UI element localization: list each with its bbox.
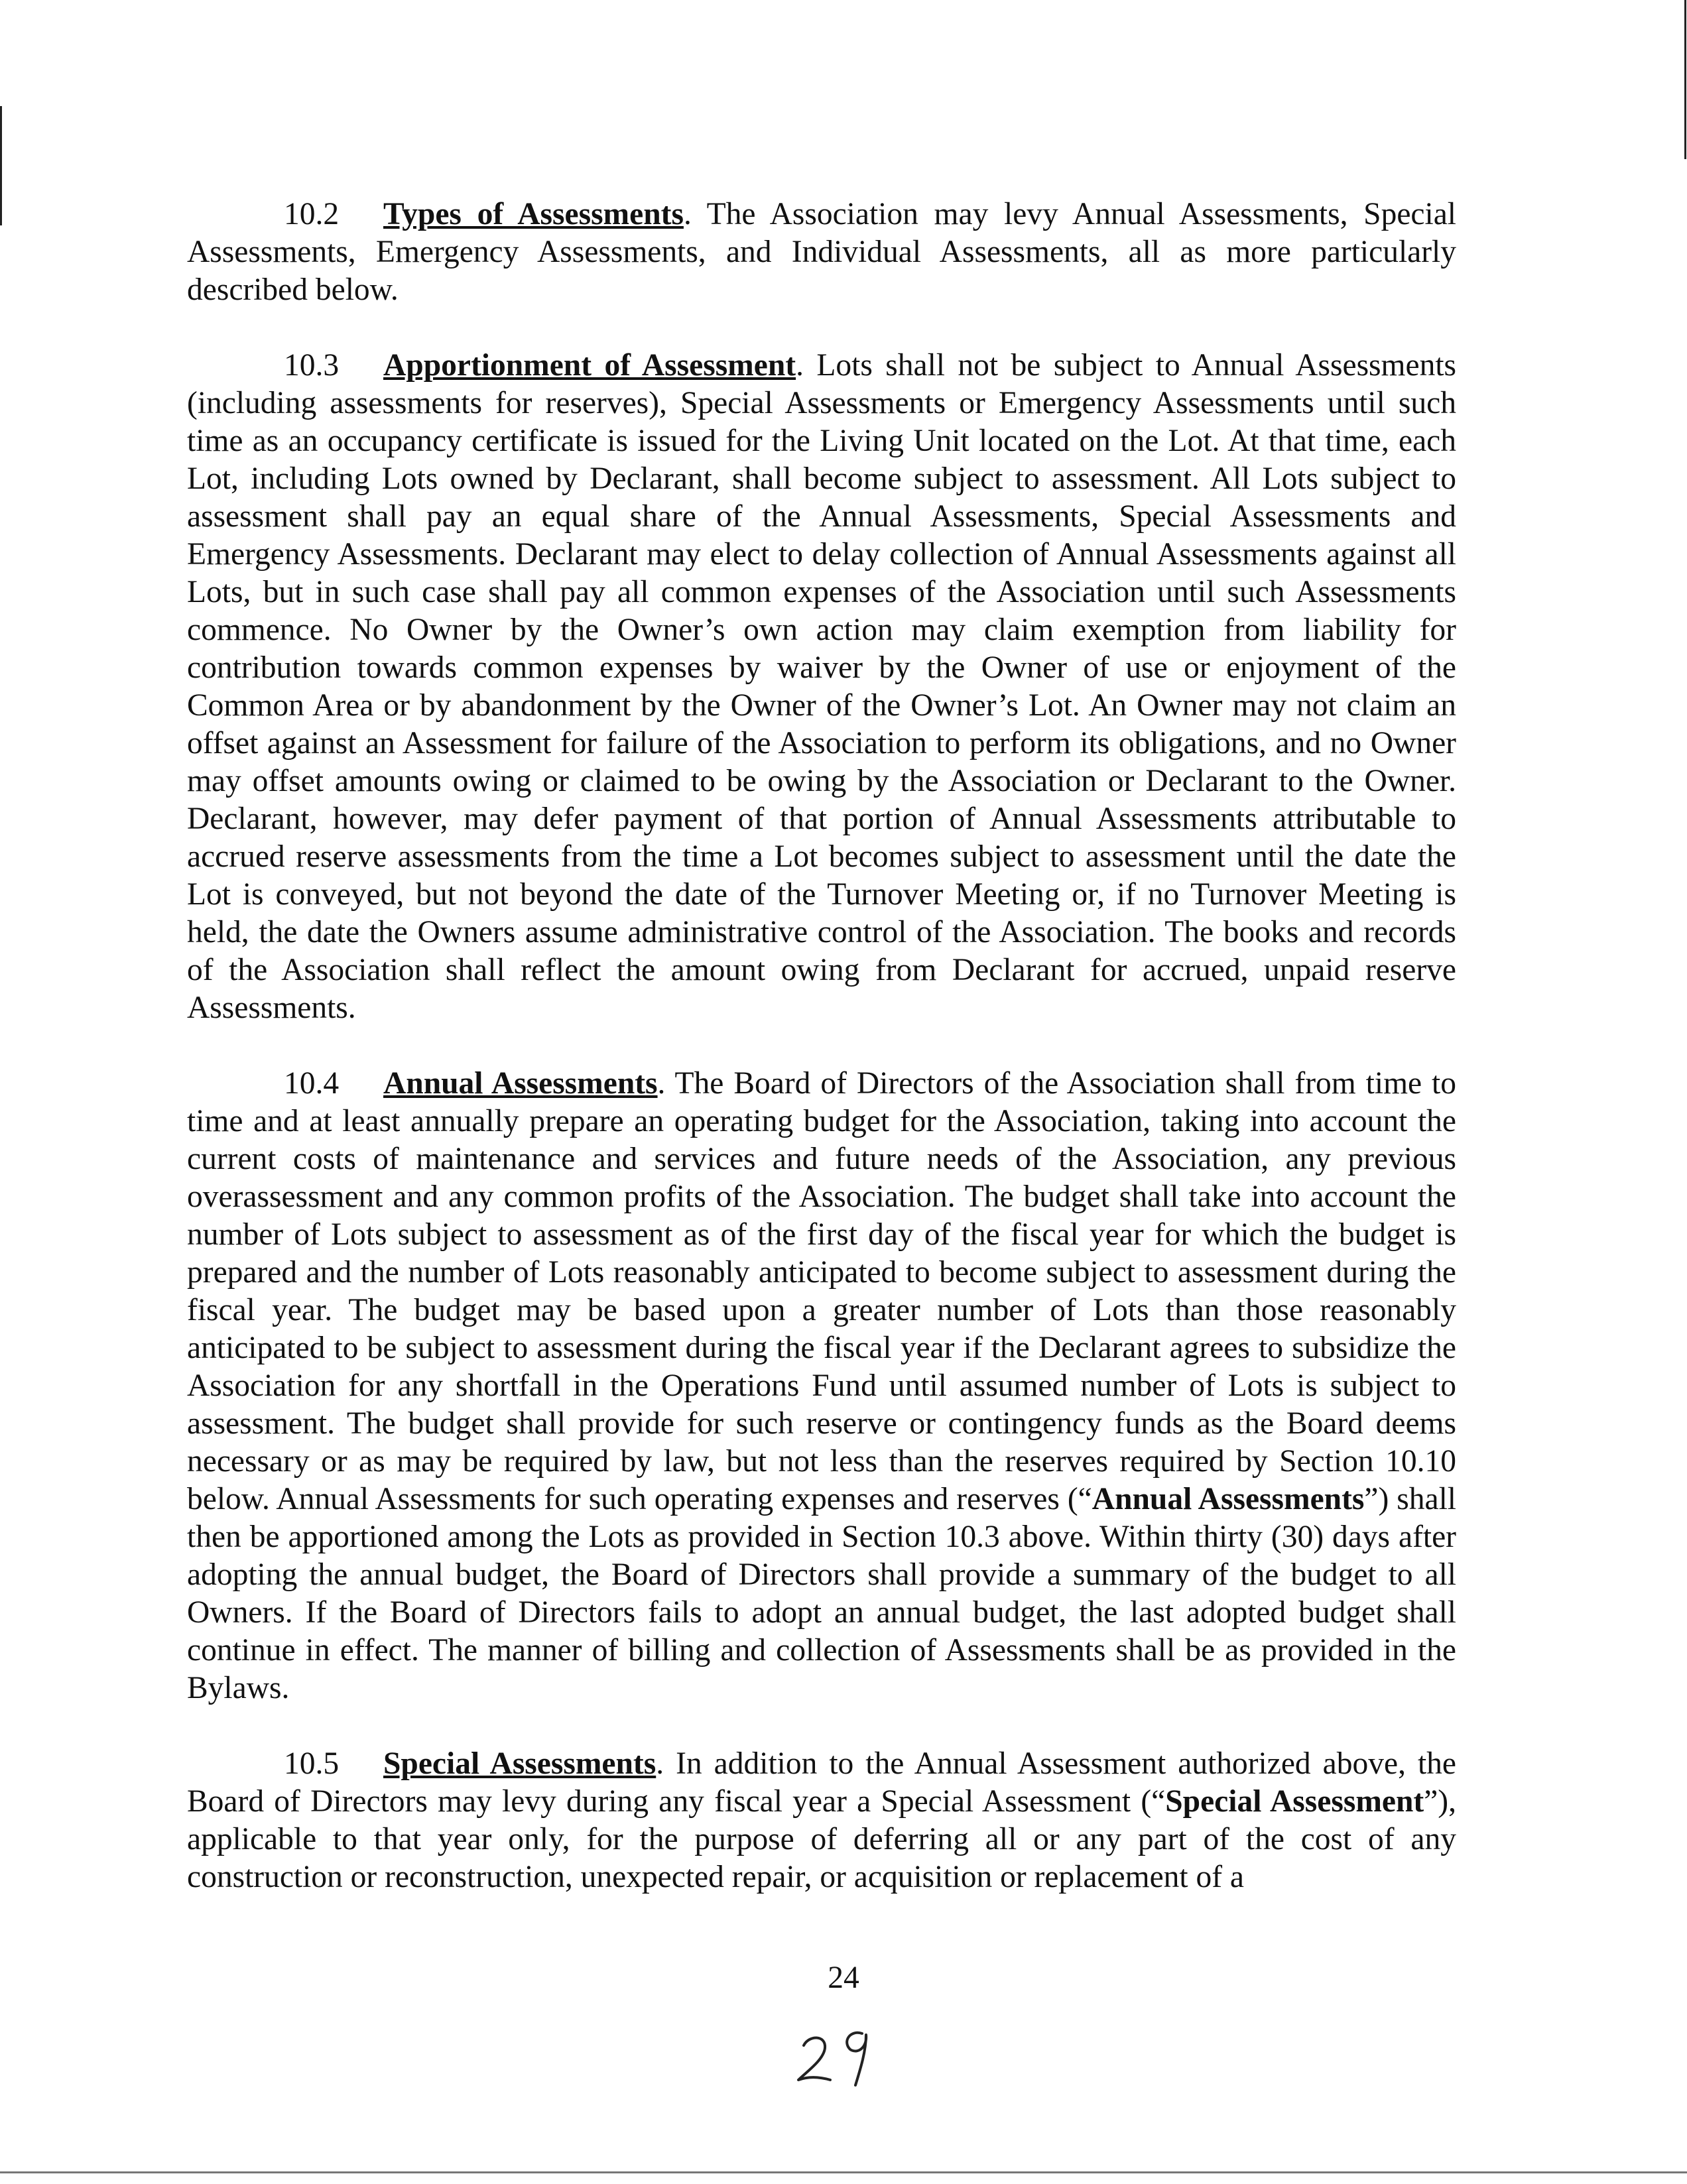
scan-edge-right: [1684, 0, 1686, 159]
handwritten-page-number: [789, 2019, 889, 2092]
section-number: 10.5: [284, 1746, 340, 1781]
bottom-scan-rule: [0, 2171, 1687, 2173]
section-heading: Special Assessments: [383, 1746, 656, 1781]
page-number: 24: [828, 1961, 859, 1995]
section-10-3: 10.3 Apportionment of Assessment. Lots shall not be subject to Annual Assessments (including assessments for reserves), Special Assessments or Emergency Assessments until such time as an occupancy certificate is issued for the Living Unit located on the Lot. At that time, each Lot, including Lots owned by Declarant, shall become subject to assessment. All Lots subject to assessment shall pay an equal share of the Annual Assessments, Special Assessments and Emergency Assessments. Declarant may elect to delay collection of Annual Assessments against all Lots, but in such case shall pay all common expenses of the Association until such Assessments commence. No Owner by the Owner’s own action may claim exemption from liability for contribution towards common expenses by waiver by the Owner of use or enjoyment of the Common Area or by abandonment by the Owner of the Owner’s Lot. An Owner may not claim an offset against an Assessment for failure of the Association to perform its obligations, and no Owner may offset amounts owing or claimed to be owing by the Association or Declarant to the Owner. Declarant, however, may defer payment of that portion of Annual Assessments attributable to accrued reserve assessments from the time a Lot becomes subject to assessment until the date the Lot is conveyed, but not beyond the date of the Turnover Meeting or, if no Turnover Meeting is held, the date the Owners assume administrative control of the Association. The books and records of the Association shall reflect the amount owing from Declarant for accrued, unpaid reserve Assessments.: [187, 348, 1457, 1025]
defined-term: Annual Assessments: [1092, 1482, 1365, 1516]
section-10-4: 10.4 Annual Assessments. The Board of Directors of the Association shall from time to time and at least annually prepare an operating budget for the Association, taking into account the current costs of maintenance and services and future needs of the Association, any previous overassessment and any common profits of the Association. The budget shall take into account the number of Lots subject to assessment as of the first day of the fiscal year for which the budget is prepared and the number of Lots reasonably anticipated to become subject to assessment during the fiscal year. The budget may be based upon a greater number of Lots than those reasonably anticipated to be subject to assessment during the fiscal year if the Declarant agrees to subsidize the Association for any shortfall in the Operations Fund until assumed number of Lots is subject to assessment. The budget shall provide for such reserve or contingency funds as the Board deems necessary or as may be required by law, but not less than the reserves required by Section 10.10 below. Annual Assessments for such operating expenses and reserves (“Annual Assessments”) shall then be apportioned among the Lots as provided in Section 10.3 above. Within thirty (30) days after adopting the annual budget, the Board of Directors shall provide a summary of the budget to all Owners. If the Board of Directors fails to adopt an annual budget, the last adopted budget shall continue in effect. The manner of billing and collection of Assessments shall be as provided in the Bylaws.: [187, 1066, 1457, 1705]
section-number: 10.4: [284, 1066, 340, 1101]
section-number: 10.3: [284, 348, 340, 383]
section-10-2: 10.2 Types of Assessments. The Association may levy Annual Assessments, Special Assessments, Emergency Assessments, and Individual Assessments, all as more particularly described below.: [187, 197, 1456, 307]
section-body-continued: ”) shall then be apportioned among the Lots as provided in Section 10.3 above. Within thirty (30) days after adopting the annual budget, the Board of Directors shall provide a summary of the budget to all Owners. If the Board of Directors fails to adopt an annual budget, the last adopted budget shall continue in effect. The manner of billing and collection of Assessments shall be as provided in the Bylaws.: [187, 1482, 1457, 1705]
section-10-5: 10.5 Special Assessments. In addition to the Annual Assessment authorized above, the Board of Directors may levy during any fiscal year a Special Assessment (“Special Assessment”), applicable to that year only, for the purpose of deferring all or any part of the cost of any construction or reconstruction, unexpected repair, or acquisition or replacement of a: [187, 1746, 1456, 1894]
section-body: The Board of Directors of the Association shall from time to time and at least annually prepare an operating budget for the Association, taking into account the current costs of maintenance and services and future needs of the Association, any previous overassessment and any common profits of the Association. The budget shall take into account the number of Lots subject to assessment as of the first day of the fiscal year for which the budget is prepared and the number of Lots reasonably anticipated to become subject to assessment during the fiscal year. The budget may be based upon a greater number of Lots than those reasonably anticipated to be subject to assessment during the fiscal year if the Declarant agrees to subsidize the Association for any shortfall in the Operations Fund until assumed number of Lots is subject to assessment. The budget shall provide for such reserve or contingency funds as the Board deems necessary or as may be required by law, but not less than the reserves required by Section 10.10 below. Annual Assessments for such operating expenses and reserves (“: [187, 1066, 1457, 1516]
document-body: [187, 196, 1456, 1934]
section-body: Lots shall not be subject to Annual Assessments (including assessments for reserves), Special Assessments or Emergency Assessments until such time as an occupancy certificate is issued for the Living Unit located on the Lot. At that time, each Lot, including Lots owned by Declarant, shall become subject to assessment. All Lots subject to assessment shall pay an equal share of the Annual Assessments, Special Assessments and Emergency Assessments. Declarant may elect to delay collection of Annual Assessments against all Lots, but in such case shall pay all common expenses of the Association until such Assessments commence. No Owner by the Owner’s own action may claim exemption from liability for contribution towards common expenses by waiver by the Owner of use or enjoyment of the Common Area or by abandonment by the Owner of the Owner’s Lot. An Owner may not claim an offset against an Assessment for failure of the Association to perform its obligations, and no Owner may offset amounts owing or claimed to be owing by the Association or Declarant to the Owner. Declarant, however, may defer payment of that portion of Annual Assessments attributable to accrued reserve assessments from the time a Lot becomes subject to assessment until the date the Lot is conveyed, but not beyond the date of the Turnover Meeting or, if no Turnover Meeting is held, the date the Owners assume administrative control of the Association. The books and records of the Association shall reflect the amount owing from Declarant for accrued, unpaid reserve Assessments.: [187, 348, 1457, 1025]
section-body: The Association may levy Annual Assessments, Special Assessments, Emergency Assessments, and Individual Assessments, all as more particularly described below.: [187, 197, 1456, 307]
section-heading: Annual Assessments: [383, 1066, 658, 1101]
section-heading: Types of Assessments: [383, 197, 684, 231]
defined-term: Special Assessment: [1165, 1784, 1424, 1819]
section-body-continued: ”), applicable to that year only, for the purpose of deferring all or any part of the cost of any construction or reconstruction, unexpected repair, or acquisition or replacement of a: [187, 1784, 1456, 1894]
scan-edge-left: [0, 106, 2, 225]
section-number: 10.2: [284, 197, 340, 231]
section-heading: Apportionment of Assessment: [383, 348, 796, 383]
section-body: In addition to the Annual Assessment authorized above, the Board of Directors may levy during any fiscal year a Special Assessment (“: [187, 1746, 1456, 1819]
